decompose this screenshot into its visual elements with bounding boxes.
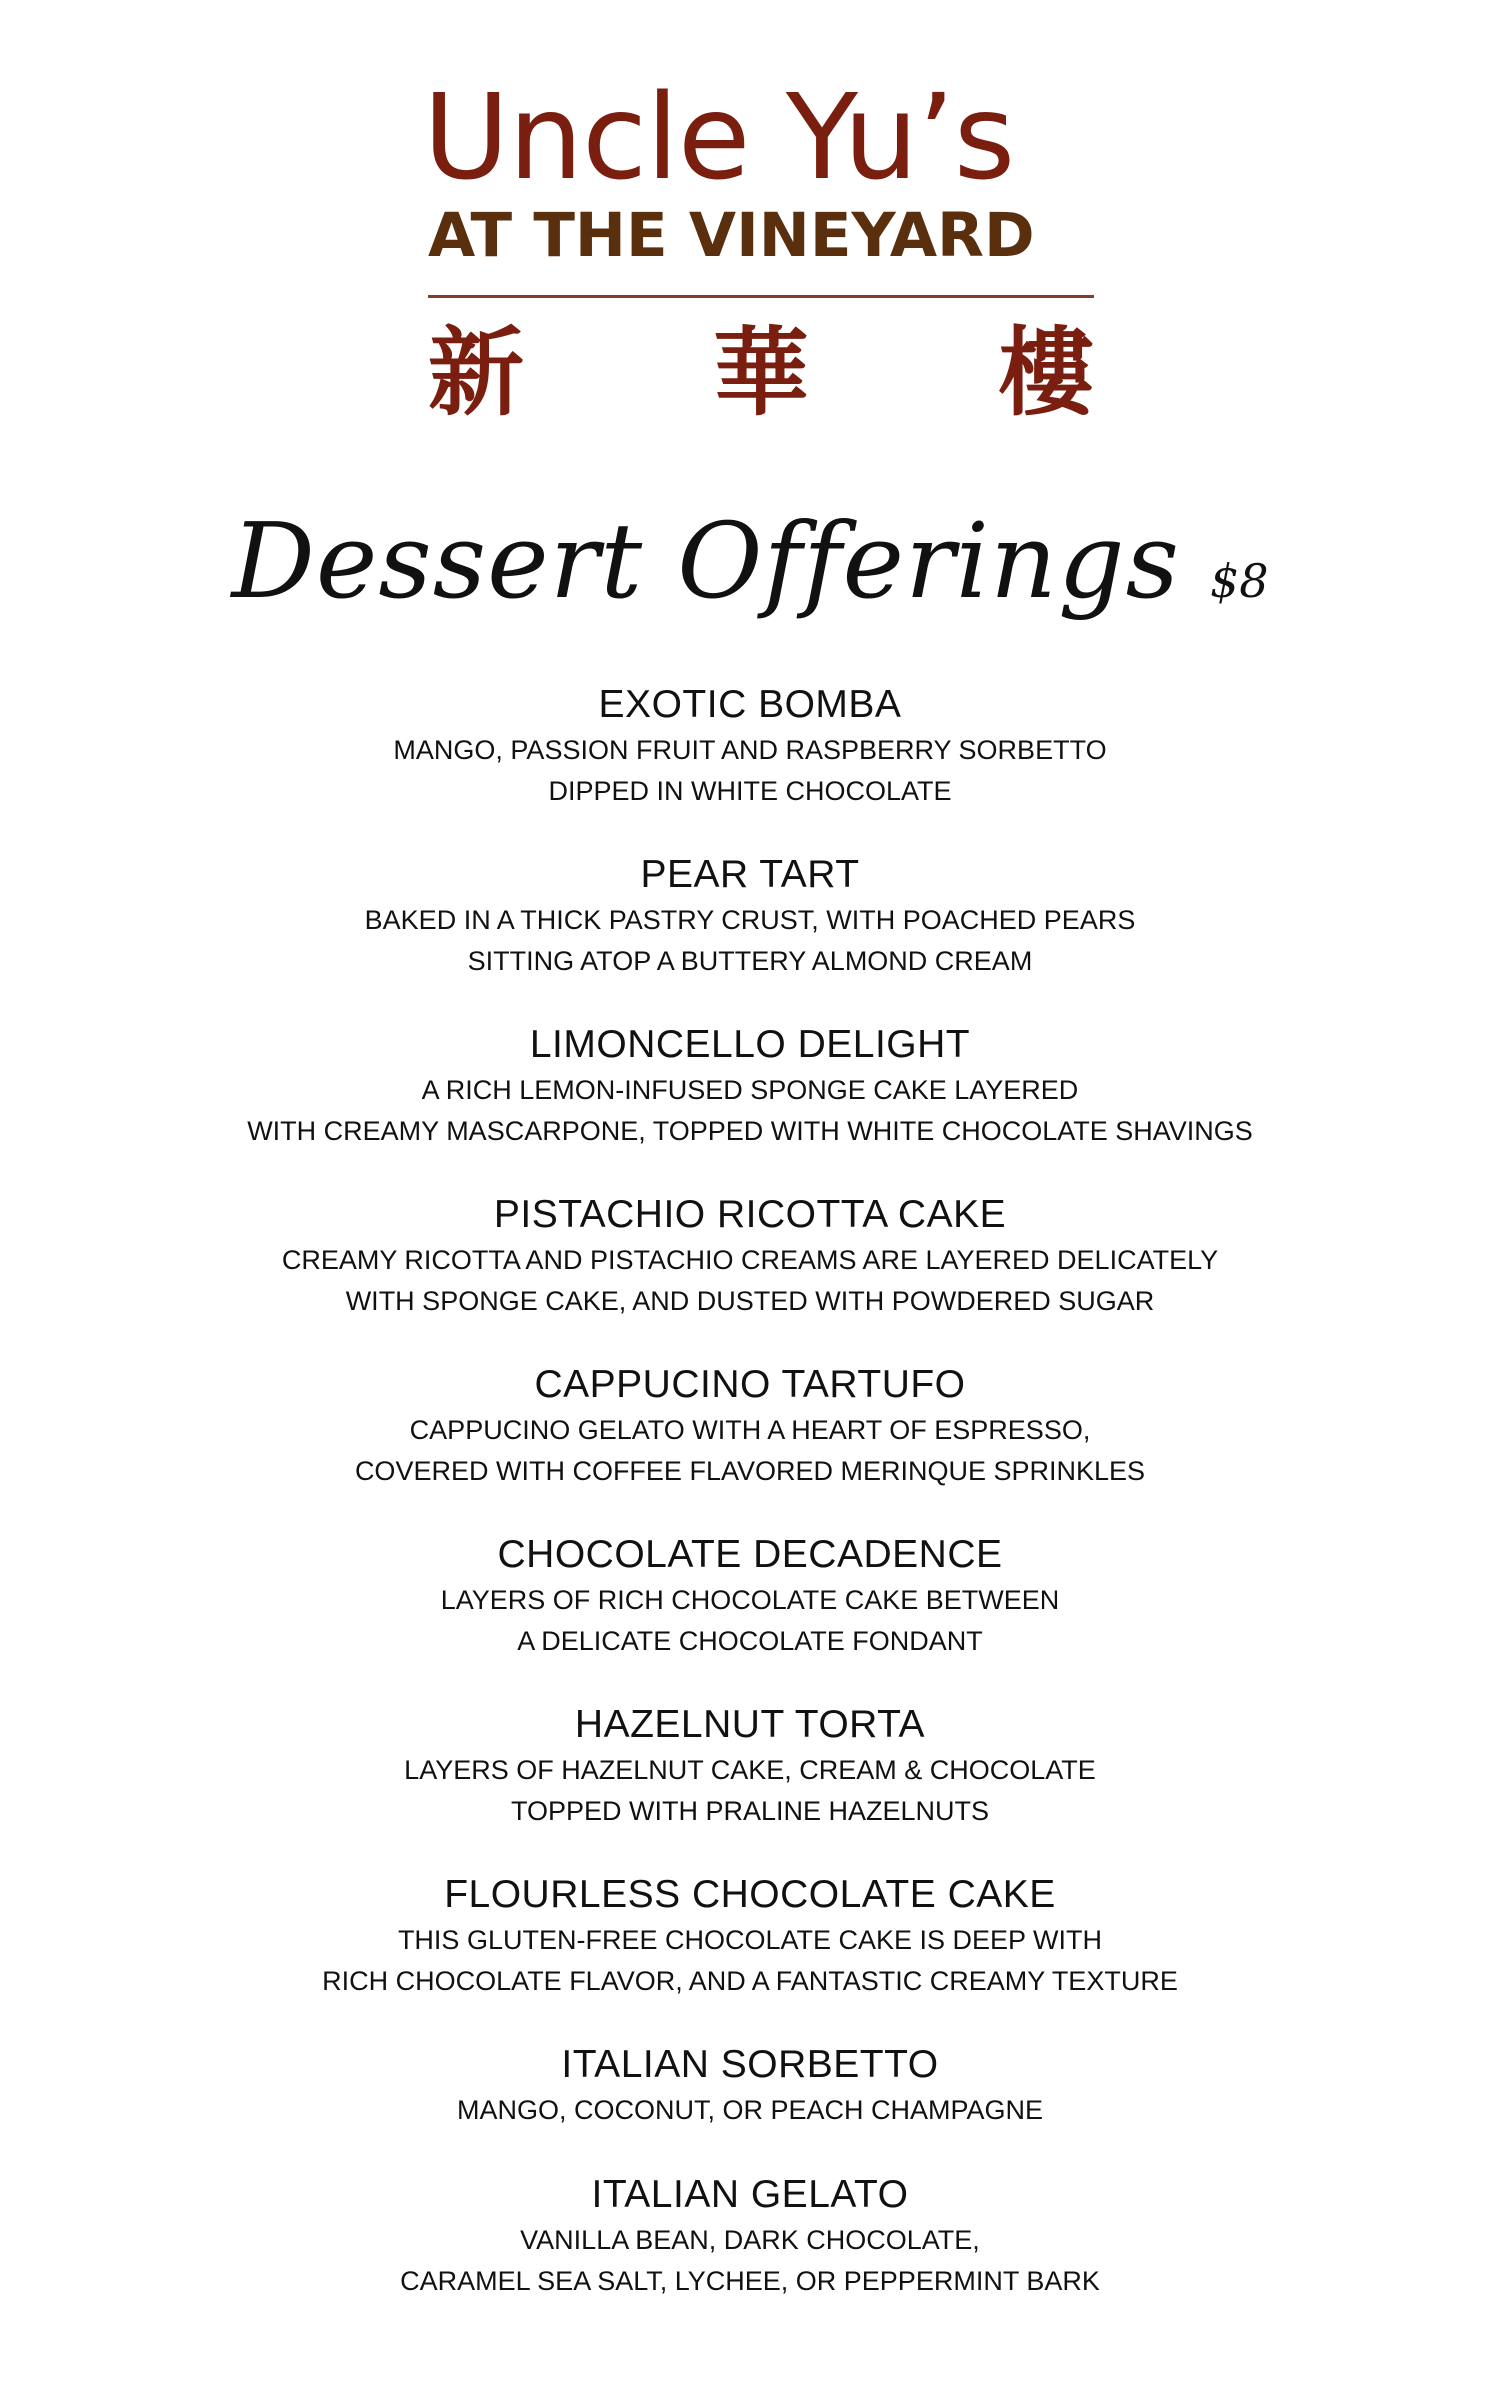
brand-divider: [428, 295, 1094, 298]
item-description-line: MANGO, COCONUT, OR PEACH CHAMPAGNE: [456, 2095, 1044, 2125]
menu-item-list: [0, 680, 1500, 2340]
item-description-line: LAYERS OF RICH CHOCOLATE CAKE BETWEEN: [440, 1585, 1060, 1615]
item-description-line: THIS GLUTEN-FREE CHOCOLATE CAKE IS DEEP WITH: [397, 1925, 1103, 1955]
brand-subtitle: AT THE VINEYARD: [428, 200, 1035, 271]
menu-item: [0, 680, 1500, 850]
item-name: PISTACHIO RICOTTA CAKE: [493, 1193, 1007, 1236]
section-price: $8: [1209, 554, 1269, 608]
menu-item: [0, 2170, 1500, 2340]
menu-item: [0, 1190, 1500, 1360]
brand-name: Uncle Yu’s: [423, 68, 1015, 206]
item-description-line: DIPPED IN WHITE CHOCOLATE: [548, 776, 952, 806]
item-description-line: LAYERS OF HAZELNUT CAKE, CREAM & CHOCOLATE: [404, 1755, 1096, 1785]
section-title: Dessert Offerings: [231, 500, 1180, 622]
chinese-char-3: 樓: [998, 317, 1094, 429]
section-heading: [0, 500, 1500, 622]
menu-item: [0, 1870, 1500, 2040]
item-name: HAZELNUT TORTA: [574, 1703, 926, 1746]
item-name: FLOURLESS CHOCOLATE CAKE: [444, 1873, 1056, 1916]
item-description-line: CREAMY RICOTTA AND PISTACHIO CREAMS ARE LAYERED DELICATELY: [281, 1245, 1219, 1275]
item-description-line: BAKED IN A THICK PASTRY CRUST, WITH POACHED PEARS: [364, 905, 1136, 935]
item-description-line: CAPPUCINO GELATO WITH A HEART OF ESPRESSO,: [409, 1415, 1091, 1445]
item-name: ITALIAN GELATO: [591, 2173, 909, 2216]
item-description-line: COVERED WITH COFFEE FLAVORED MERINQUE SPRINKLES: [354, 1456, 1146, 1486]
item-name: LIMONCELLO DELIGHT: [529, 1023, 971, 1066]
menu-item: [0, 1360, 1500, 1530]
item-description-line: WITH CREAMY MASCARPONE, TOPPED WITH WHITE CHOCOLATE SHAVINGS: [247, 1116, 1253, 1146]
item-description-line: CARAMEL SEA SALT, LYCHEE, OR PEPPERMINT BARK: [400, 2266, 1100, 2296]
item-description-line: WITH SPONGE CAKE, AND DUSTED WITH POWDERED SUGAR: [345, 1286, 1155, 1316]
item-description-line: VANILLA BEAN, DARK CHOCOLATE,: [520, 2225, 980, 2255]
menu-item: [0, 1530, 1500, 1700]
item-name: EXOTIC BOMBA: [598, 683, 902, 726]
item-name: ITALIAN SORBETTO: [561, 2043, 939, 2086]
item-name: CAPPUCINO TARTUFO: [534, 1363, 966, 1406]
chinese-char-2: 華: [713, 317, 809, 429]
item-description-line: TOPPED WITH PRALINE HAZELNUTS: [510, 1796, 990, 1826]
item-description-line: SITTING ATOP A BUTTERY ALMOND CREAM: [467, 946, 1033, 976]
item-description-line: A DELICATE CHOCOLATE FONDANT: [517, 1626, 983, 1656]
item-description-line: MANGO, PASSION FRUIT AND RASPBERRY SORBETTO: [393, 735, 1107, 765]
menu-item: [0, 1020, 1500, 1190]
menu-item: [0, 1700, 1500, 1870]
menu-item: [0, 850, 1500, 1020]
item-name: PEAR TART: [640, 853, 860, 896]
menu-item: [0, 2040, 1500, 2170]
item-description-line: A RICH LEMON-INFUSED SPONGE CAKE LAYERED: [421, 1075, 1079, 1105]
chinese-char-1: 新: [428, 317, 524, 429]
item-name: CHOCOLATE DECADENCE: [497, 1533, 1003, 1576]
brand-chinese-name: [428, 318, 1094, 428]
item-description-line: RICH CHOCOLATE FLAVOR, AND A FANTASTIC CREAMY TEXTURE: [322, 1966, 1178, 1996]
